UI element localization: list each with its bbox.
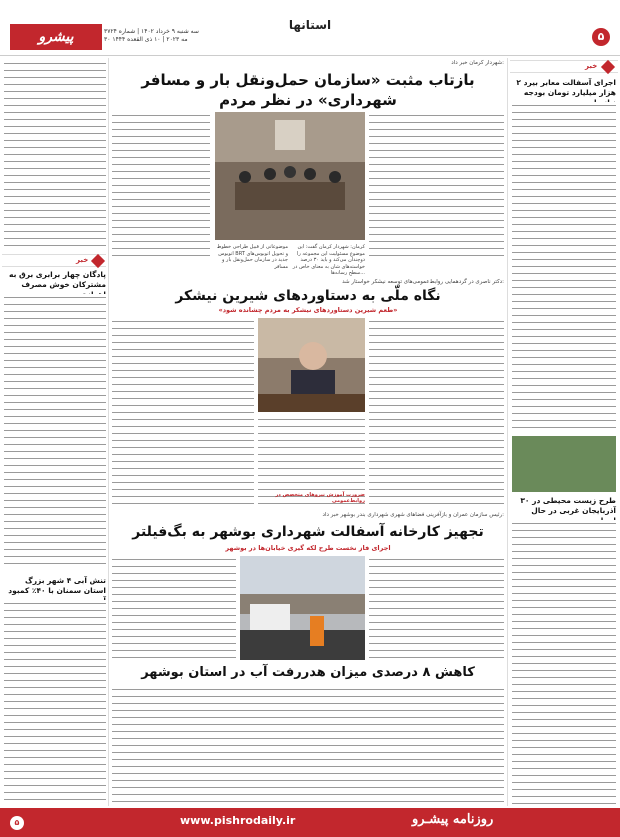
column-rule-left (108, 58, 109, 806)
main-body-left (112, 112, 210, 258)
section-title: استانها (288, 18, 332, 32)
newspaper-logo: پیشرو (10, 24, 102, 50)
main-kicker: شهردار کرمان خبر داد: (451, 60, 504, 66)
column-rule-right (507, 58, 508, 806)
second-kicker: دکتر ناصری در گردهمایی روابط‌عمومی‌های توسعه نیشکر خواستار شد: (342, 279, 504, 285)
second-subtitle: «طعم شیرین دستاوردهای نیشکر به مردم چشانده شود» (218, 306, 398, 314)
third-kicker: رئیس سازمان عمران و بازآفرینی فضاهای شهری شهرداری بندر بوشهر خبر داد: (322, 512, 504, 518)
right-news-tag: خبر (585, 62, 598, 70)
issue-date (104, 28, 224, 44)
fourth-headline: کاهش ۸ درصدی میزان هدررفت آب در استان بوشهر (141, 665, 475, 680)
left-column-body (4, 60, 106, 250)
second-headline: نگاه ملّی به دستاوردهای شیرین نیشکر (175, 288, 441, 304)
main-headline: بازتاب مثبت «سازمان حمل‌ونقل بار و مسافر شهرداری» در نظر مردم (141, 71, 475, 109)
main-body-right (369, 112, 504, 258)
main-caption-right: کرمان: شهردار کرمان گفت: این موضوع مسئولیت این مجموعه را دوچندان می‌کند و باید ۳۰ درصد خواسته‌های شان به معنای خاص در سطح رسانه‌ها... (292, 244, 365, 276)
date-line-2: ۳۰ مه ۲۰۲۳ | ۱۰ ذی القعده ۱۴۴۴ (104, 36, 188, 43)
right-story-2-photo (512, 436, 616, 492)
date-line-1: سه شنبه ۹ خرداد ۱۴۰۲ | شماره ۳۷۲۴ (104, 28, 199, 35)
second-body-right (369, 318, 504, 506)
page-number: ۵ (592, 28, 610, 46)
left-story-2-body (4, 600, 106, 804)
footer-newspaper-name: روزنامه پیشـرو (412, 812, 494, 827)
main-photo (215, 112, 365, 240)
left-news-tag: خبر (76, 256, 89, 264)
third-subtitle: اجرای فاز نخست طرح لکه گیری خیابان‌ها در بوشهر (225, 544, 391, 552)
right-story-1-body (512, 102, 616, 432)
third-headline: تجهیز کارخانه آسفالت شهرداری بوشهر به بگ‌فیلتر (132, 524, 484, 540)
footer-website-link[interactable]: www.pishrodaily.ir (180, 814, 296, 827)
left-story-1-body (4, 294, 106, 570)
footer-page-number: ۵ (10, 816, 24, 830)
third-body-right (369, 556, 504, 660)
right-story-1-title: اجرای آسفالت معابر بیرد ۲ هزار میلیارد تومان بودجه (516, 78, 616, 97)
third-body-left (112, 556, 236, 660)
left-story-2-title: تنش آبی ۴ شهر بزرگ استان سمنان با ۴۰٪ کمبود (8, 576, 106, 595)
left-story-1-title: پادگان چهار برابری برق به مشترکان خوش مصرف (9, 270, 106, 289)
fourth-body (112, 686, 504, 804)
right-story-2-body (512, 520, 616, 804)
second-red-caption: ضرورت آموزش نیروهای متخصص در روابط‌عمومی (275, 492, 365, 504)
right-story-2-title: ۳۰ طرح زیست محیطی در آذربایجان غربی در حال (520, 496, 616, 515)
main-caption-left: موضوعاتی از قبیل طراحی خطوط اتوبوس BRT و تحویل اتوبوس‌های جدید در سازمان حمل‌ونقل بار و مسافر (216, 244, 288, 270)
second-body-left (112, 318, 254, 506)
page-footer (0, 808, 620, 837)
second-photo (258, 318, 365, 412)
third-photo (240, 556, 365, 660)
